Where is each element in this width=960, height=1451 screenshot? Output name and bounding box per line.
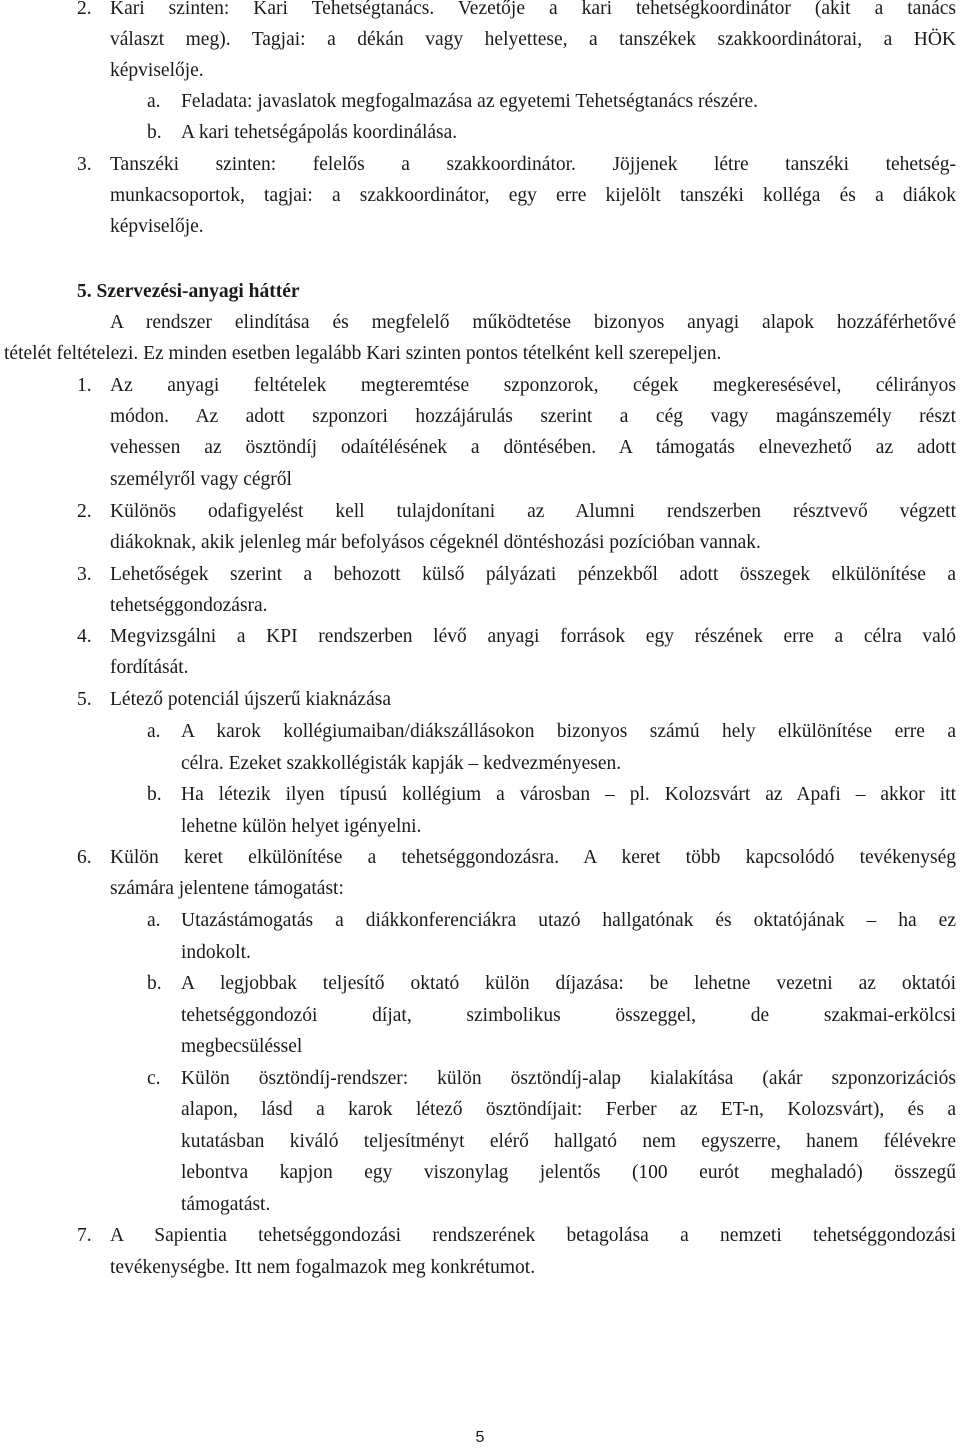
page-number: 5 — [475, 1429, 485, 1446]
text-line: támogatást. — [181, 1194, 271, 1215]
text-line: választ meg). Tagjai: a dékán vagy helyettese, a tanszékek szakkoordinátorai, a HÖK — [110, 29, 956, 50]
text-line: Létező potenciál újszerű kiaknázása — [110, 689, 391, 710]
text-line: számára jelentene támogatást: — [110, 878, 344, 899]
text-line: diákoknak, akik jelenleg már befolyásos cégeknél döntéshozási pozícióban vannak. — [110, 532, 761, 553]
text-line: Tanszéki szinten: felelős a szakkoordinátor. Jöjjenek létre tanszéki tehetség- — [110, 154, 956, 175]
list-number: 2. — [77, 0, 92, 19]
text-line: tehetséggondozói díjat, szimbolikus összeggel, de szakmai-erkölcsi — [181, 1005, 956, 1026]
list-number: 7. — [77, 1225, 92, 1246]
text-line: Megvizsgálni a KPI rendszerben lévő anyagi források egy részének erre a célra való — [110, 626, 956, 647]
text-line: A karok kollégiumaiban/diákszállásokon bizonyos számú hely elkülönítése erre a — [181, 721, 956, 742]
text-line: vehessen az ösztöndíj odaítélésének a döntésében. A támogatás elnevezhető az adott — [110, 437, 956, 458]
text-line: Lehetőségek szerint a behozott külső pályázati pénzekből adott összegek elkülönítése a — [110, 564, 956, 585]
list-number: 3. — [77, 564, 92, 585]
text-line: Külön ösztöndíj-rendszer: külön ösztöndíj-alap kialakítása (akár szponzorizációs — [181, 1068, 956, 1089]
list-number: 5. — [77, 689, 92, 710]
text-line: módon. Az adott szponzori hozzájárulás szerint a cég vagy magánszemély részt — [110, 406, 956, 427]
text-line: Az anyagi feltételek megteremtése szponzorok, cégek megkeresésével, célirányos — [110, 375, 956, 396]
list-number: 3. — [77, 154, 92, 175]
text-line: indokolt. — [181, 942, 251, 963]
list-letter: b. — [147, 122, 162, 143]
text-line: Ha létezik ilyen típusú kollégium a városban – pl. Kolozsvárt az Apafi – akkor itt — [181, 784, 956, 805]
list-number: 1. — [77, 375, 92, 396]
text-line: tevékenységbe. Itt nem fogalmazok meg konkrétumot. — [110, 1257, 536, 1278]
text-line: Különös odafigyelést kell tulajdonítani az Alumni rendszerben résztvevő végzett — [110, 501, 956, 522]
list-letter: a. — [147, 910, 161, 931]
text-line: alapon, lásd a karok létező ösztöndíjait: Ferber az ET-n, Kolozsvárt), és a — [181, 1099, 956, 1120]
text-line: Kari szinten: Kari Tehetségtanács. Vezetője a kari tehetségkoordinátor (akit a tanács — [110, 0, 956, 19]
text-line: tételét feltételezi. Ez minden esetben legalább Kari szinten pontos tételként kell szerepeljen. — [4, 343, 722, 364]
text-line: kutatásban kiváló teljesítményt elérő hallgató nem egyszerre, hanem félévekre — [181, 1131, 956, 1152]
text-line: lebontva kapjon egy viszonylag jelentős (100 eurót meghaladó) összegű — [181, 1162, 956, 1183]
text-line: tehetséggondozásra. — [110, 595, 268, 616]
text-line: A Sapientia tehetséggondozási rendszerének betagolása a nemzeti tehetséggondozási — [110, 1225, 956, 1246]
list-letter: c. — [147, 1068, 161, 1089]
text-line: képviselője. — [110, 216, 204, 237]
text-line: munkacsoportok, tagjai: a szakkoordinátor, egy erre kijelölt tanszéki kolléga és a diákok — [110, 185, 956, 206]
text-line: megbecsüléssel — [181, 1036, 303, 1057]
text-line: fordítását. — [110, 657, 189, 678]
text-line: célra. Ezeket szakkollégisták kapják – kedvezményesen. — [181, 753, 622, 774]
list-number: 6. — [77, 847, 92, 868]
text-line: A legjobbak teljesítő oktató külön díjazása: be lehetne vezetni az oktatói — [181, 973, 956, 994]
list-letter: a. — [147, 91, 161, 112]
list-number: 4. — [77, 626, 92, 647]
text-line: személyről vagy cégről — [110, 469, 292, 490]
list-number: 2. — [77, 501, 92, 522]
text-line: lehetne külön helyet igényelni. — [181, 816, 422, 837]
text-line: Külön keret elkülönítése a tehetséggondozásra. A keret több kapcsolódó tevékenység — [110, 847, 956, 868]
section-heading: 5. Szervezési-anyagi háttér — [77, 281, 300, 302]
text-line: képviselője. — [110, 60, 204, 81]
list-letter: b. — [147, 784, 162, 805]
text-line: A rendszer elindítása és megfelelő működtetése bizonyos anyagi alapok hozzáférhetővé — [110, 312, 956, 333]
text-line: Feladata: javaslatok megfogalmazása az egyetemi Tehetségtanács részére. — [181, 91, 759, 112]
list-letter: b. — [147, 973, 162, 994]
text-line: Utazástámogatás a diákkonferenciákra utazó hallgatónak és oktatójának – ha ez — [181, 910, 956, 931]
text-line: A kari tehetségápolás koordinálása. — [181, 122, 458, 143]
list-letter: a. — [147, 721, 161, 742]
